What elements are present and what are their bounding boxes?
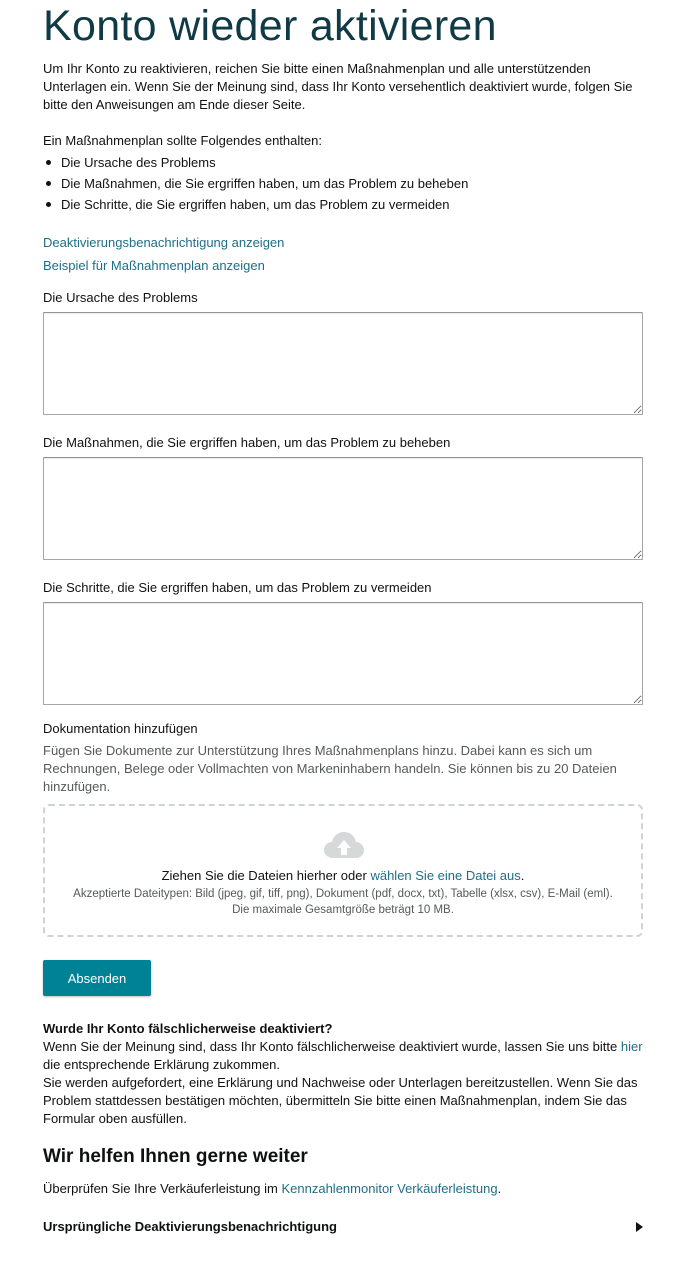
wrongful-text-1: Wenn Sie der Meinung sind, dass Ihr Konto fälschlicherweise deaktiviert wurde, lassen Sie uns bitte [43, 1039, 618, 1054]
documents-description: Fügen Sie Dokumente zur Unterstützung Ihres Maßnahmenplans hinzu. Dabei kann es sich um Rechnungen, Belege oder Vollmachten von Markeninhabern handeln. Sie können bis zu 20 Dateien hinzufügen. [43, 743, 617, 794]
requirement-item: Die Maßnahmen, die Sie ergriffen haben, um das Problem zu beheben [43, 173, 468, 194]
help-period: . [497, 1181, 502, 1196]
help-text-prefix: Überprüfen Sie Ihre Verkäuferleistung im [43, 1181, 278, 1196]
actions-taken-label: Die Maßnahmen, die Sie ergriffen haben, um das Problem zu beheben [43, 435, 451, 450]
root-cause-textarea[interactable] [43, 312, 643, 415]
help-title: Wir helfen Ihnen gerne weiter [43, 1146, 308, 1167]
page-title: Konto wieder aktivieren [43, 2, 497, 50]
wrongful-text-3: Sie werden aufgefordert, eine Erklärung und Nachweise oder Unterlagen bereitzustellen. Wenn Sie das Problem stattdessen bestätigen möchten, übermitteln Sie bitte einen Maßnahmenplan, indem Sie das Formular oben ausfüllen. [43, 1075, 638, 1126]
requirements-list [43, 152, 468, 215]
wrongful-here-link[interactable]: hier [620, 1039, 643, 1054]
plan-example-link[interactable]: Beispiel für Maßnahmenplan anzeigen [43, 258, 265, 273]
wrongful-deactivation-title: Wurde Ihr Konto fälschlicherweise deaktiviert? [43, 1021, 333, 1036]
requirements-heading: Ein Maßnahmenplan sollte Folgendes enthalten: [43, 133, 322, 148]
wrongful-deactivation-text [43, 1038, 643, 1128]
dropzone-instructions [45, 867, 641, 885]
file-dropzone[interactable] [43, 804, 643, 937]
root-cause-label: Die Ursache des Problems [43, 290, 198, 305]
original-notice-label: Ursprüngliche Deaktivierungsbenachrichtigung [43, 1219, 337, 1234]
cloud-upload-icon [323, 830, 365, 862]
submit-button[interactable]: Absenden [43, 960, 151, 996]
wrongful-text-2: die entsprechende Erklärung zukommen. [43, 1057, 281, 1072]
intro-text: Um Ihr Konto zu reaktivieren, reichen Sie bitte einen Maßnahmenplan und alle unterstützenden Unterlagen ein. Wenn Sie der Meinung sind, dass Ihr Konto versehentlich deaktiviert wurde, folgen Sie bitte den Anweisungen am Ende dieser Seite. [43, 61, 633, 112]
deactivation-notice-link[interactable]: Deaktivierungsbenachrichtigung anzeigen [43, 235, 285, 250]
dropzone-period: . [520, 868, 525, 883]
prevention-steps-label: Die Schritte, die Sie ergriffen haben, um das Problem zu vermeiden [43, 580, 432, 595]
accepted-file-types: Akzeptierte Dateitypen: Bild (jpeg, gif, tiff, png), Dokument (pdf, docx, txt), Tabelle (xlsx, csv), E-Mail (eml). Die maximale Gesamtgröße beträgt 10 MB. [73, 888, 613, 916]
requirement-item: Die Schritte, die Sie ergriffen haben, um das Problem zu vermeiden [43, 194, 468, 215]
triangle-right-icon [636, 1222, 643, 1232]
prevention-steps-textarea[interactable] [43, 602, 643, 705]
documents-heading: Dokumentation hinzufügen [43, 721, 198, 736]
dropzone-text: Ziehen Sie die Dateien hierher oder [161, 868, 367, 883]
requirement-item: Die Ursache des Problems [43, 152, 468, 173]
help-text [43, 1180, 501, 1198]
performance-monitor-link[interactable]: Kennzahlenmonitor Verkäuferleistung [281, 1181, 498, 1196]
choose-file-link[interactable]: wählen Sie eine Datei aus [370, 868, 521, 883]
actions-taken-textarea[interactable] [43, 457, 643, 560]
original-notice-toggle[interactable] [43, 1216, 643, 1238]
